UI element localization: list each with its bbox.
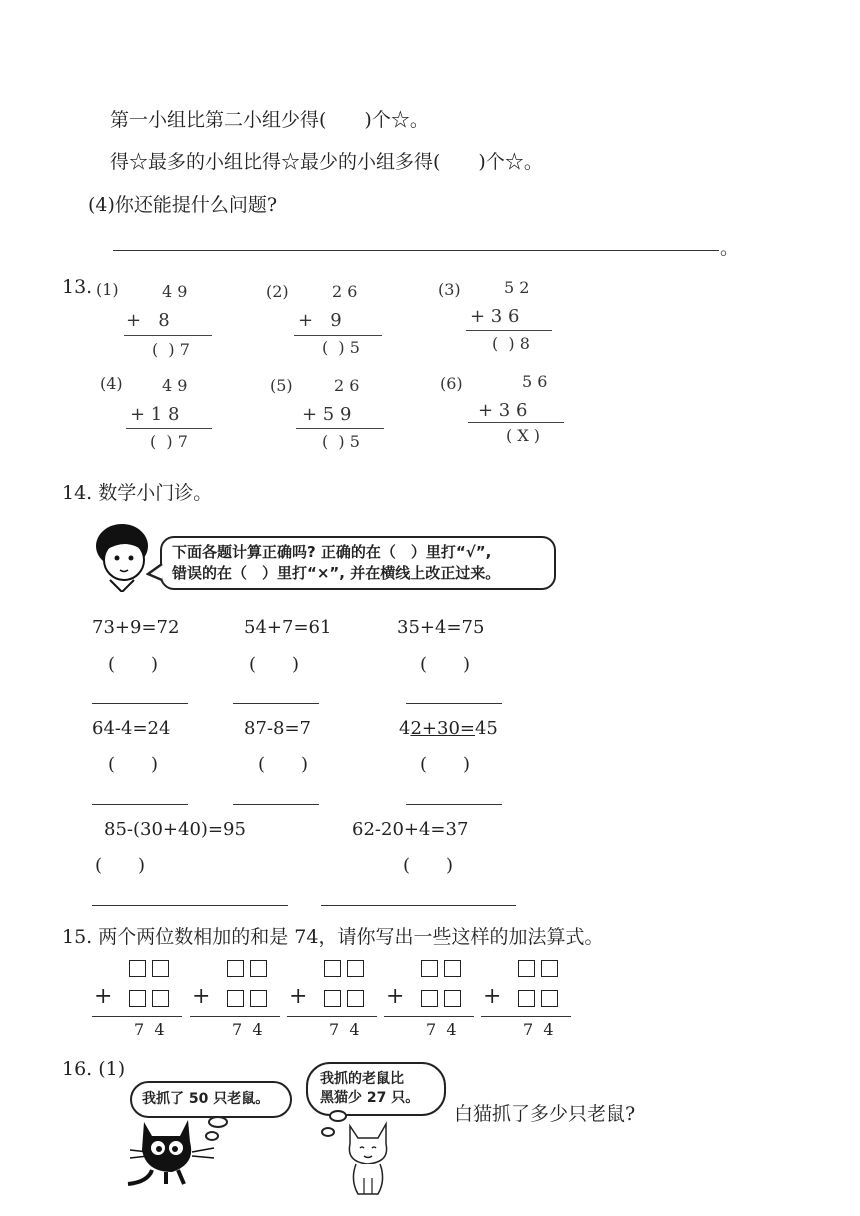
sum-line bbox=[481, 1016, 571, 1017]
q12-line1: 第一小组比第二小组少得( )个☆。 bbox=[110, 109, 429, 131]
problem-top: 4 9 bbox=[162, 376, 188, 395]
problem-top: 5 6 bbox=[522, 372, 548, 391]
plus-sign: + bbox=[94, 984, 113, 1009]
q15-addition-1 bbox=[92, 958, 184, 1042]
problem-addend: + 9 bbox=[298, 310, 342, 331]
q14-eq-8: 62-20+4=37 bbox=[352, 819, 469, 840]
q14-eq-3: 35+4=75 bbox=[397, 617, 485, 638]
sum-line bbox=[190, 1016, 280, 1017]
q14-eq-4: 64-4=24 bbox=[92, 718, 171, 739]
top-addend-boxes[interactable] bbox=[321, 958, 367, 977]
q12-line2: 得☆最多的小组比得☆最少的小组多得( )个☆。 bbox=[110, 151, 543, 173]
q14-paren-8[interactable]: ( ) bbox=[403, 855, 454, 876]
sum-value: 7 4 bbox=[426, 1020, 457, 1039]
q14-instruction-bubble bbox=[160, 536, 556, 590]
q16-number: 16. (1) bbox=[62, 1058, 126, 1080]
q12-end-mark: 。 bbox=[720, 237, 740, 259]
top-addend-boxes[interactable] bbox=[515, 958, 561, 977]
white-cat-says-2: 黑猫少 27 只。 bbox=[320, 1090, 420, 1106]
problem-addend: + 3 6 bbox=[470, 306, 520, 327]
problem-label: (5) bbox=[270, 376, 293, 395]
plus-sign: + bbox=[386, 984, 405, 1009]
problem-top: 2 6 bbox=[332, 282, 358, 301]
q15-addition-2 bbox=[190, 958, 282, 1042]
sum-line bbox=[384, 1016, 474, 1017]
q13-number: 13. bbox=[62, 276, 93, 298]
plus-sign: + bbox=[192, 984, 211, 1009]
sum-line bbox=[287, 1016, 377, 1017]
problem-label: (2) bbox=[266, 282, 289, 301]
bubble-tail-icon bbox=[146, 562, 166, 584]
bottom-addend-boxes[interactable] bbox=[418, 988, 464, 1007]
q14-eq-5: 87-8=7 bbox=[244, 718, 311, 739]
q14-fix-line-8[interactable] bbox=[321, 905, 516, 906]
bubble-line-1: 下面各题计算正确吗? 正确的在（ ）里打“√”, bbox=[172, 543, 492, 561]
problem-top: 5 2 bbox=[504, 278, 530, 297]
q14-fix-line-5[interactable] bbox=[233, 804, 319, 805]
top-addend-boxes[interactable] bbox=[126, 958, 172, 977]
problem-result: ( ) 7 bbox=[152, 340, 190, 359]
q14-paren-2[interactable]: ( ) bbox=[249, 654, 300, 675]
q15-addition-4 bbox=[384, 958, 476, 1042]
q14-eq-7: 85-(30+40)=95 bbox=[104, 819, 246, 840]
problem-result: ( ) 5 bbox=[322, 338, 360, 357]
bottom-addend-boxes[interactable] bbox=[224, 988, 270, 1007]
q14-fix-line-1[interactable] bbox=[92, 703, 188, 704]
bottom-addend-boxes[interactable] bbox=[321, 988, 367, 1007]
sum-value: 7 4 bbox=[523, 1020, 554, 1039]
top-addend-boxes[interactable] bbox=[224, 958, 270, 977]
problem-addend: + 1 8 bbox=[130, 404, 180, 425]
sum-value: 7 4 bbox=[329, 1020, 360, 1039]
q14-fix-line-4[interactable] bbox=[92, 804, 188, 805]
q14-paren-1[interactable]: ( ) bbox=[108, 654, 159, 675]
q16-question: 白猫抓了多少只老鼠? bbox=[454, 1103, 636, 1125]
q15-addition-3 bbox=[287, 958, 379, 1042]
problem-label: (4) bbox=[100, 374, 123, 393]
q14-eq-1: 73+9=72 bbox=[92, 617, 180, 638]
sum-value: 7 4 bbox=[232, 1020, 263, 1039]
sum-value: 7 4 bbox=[134, 1020, 165, 1039]
bottom-addend-boxes[interactable] bbox=[515, 988, 561, 1007]
white-cat-icon bbox=[340, 1118, 396, 1198]
problem-result: ( ) 8 bbox=[492, 334, 530, 353]
problem-addend: + 8 bbox=[126, 310, 170, 331]
q15-addition-5 bbox=[481, 958, 573, 1042]
q14-paren-6[interactable]: ( ) bbox=[420, 754, 471, 775]
q14-paren-5[interactable]: ( ) bbox=[258, 754, 309, 775]
q14-fix-line-6[interactable] bbox=[406, 804, 502, 805]
black-cat-icon bbox=[122, 1112, 222, 1188]
boy-icon bbox=[92, 520, 154, 592]
problem-label: (3) bbox=[438, 280, 461, 299]
problem-top: 2 6 bbox=[334, 376, 360, 395]
problem-top: 4 9 bbox=[162, 282, 188, 301]
problem-addend: + 5 9 bbox=[302, 404, 352, 425]
q14-fix-line-3[interactable] bbox=[406, 703, 502, 704]
problem-result: ( X ) bbox=[506, 426, 541, 445]
problem-result: ( ) 5 bbox=[322, 432, 360, 451]
q12-answer-line[interactable] bbox=[113, 250, 719, 251]
q14-fix-line-7[interactable] bbox=[92, 905, 288, 906]
problem-addend: + 3 6 bbox=[478, 400, 528, 421]
problem-result: ( ) 7 bbox=[150, 432, 188, 451]
top-addend-boxes[interactable] bbox=[418, 958, 464, 977]
q14-eq-2: 54+7=61 bbox=[244, 617, 332, 638]
problem-label: (6) bbox=[440, 374, 463, 393]
q14-title: 14. 数学小门诊。 bbox=[62, 482, 213, 504]
q14-paren-7[interactable]: ( ) bbox=[95, 855, 146, 876]
plus-sign: + bbox=[483, 984, 502, 1009]
q15-title: 15. 两个两位数相加的和是 74，请你写出一些这样的加法算式。 bbox=[62, 926, 604, 948]
q14-eq-6: 42+30=45 bbox=[399, 718, 498, 739]
q14-paren-4[interactable]: ( ) bbox=[108, 754, 159, 775]
q12-sub4: (4)你还能提什么问题? bbox=[88, 194, 278, 216]
plus-sign: + bbox=[289, 984, 308, 1009]
q14-paren-3[interactable]: ( ) bbox=[420, 654, 471, 675]
white-cat-says-1: 我抓的老鼠比 bbox=[320, 1071, 404, 1087]
black-cat-says: 我抓了 50 只老鼠。 bbox=[142, 1091, 270, 1107]
bottom-addend-boxes[interactable] bbox=[126, 988, 172, 1007]
bubble-line-2: 错误的在（ ）里打“×”, 并在横线上改正过来。 bbox=[172, 564, 501, 582]
q14-fix-line-2[interactable] bbox=[233, 703, 319, 704]
problem-label: (1) bbox=[96, 280, 119, 299]
sum-line bbox=[92, 1016, 182, 1017]
